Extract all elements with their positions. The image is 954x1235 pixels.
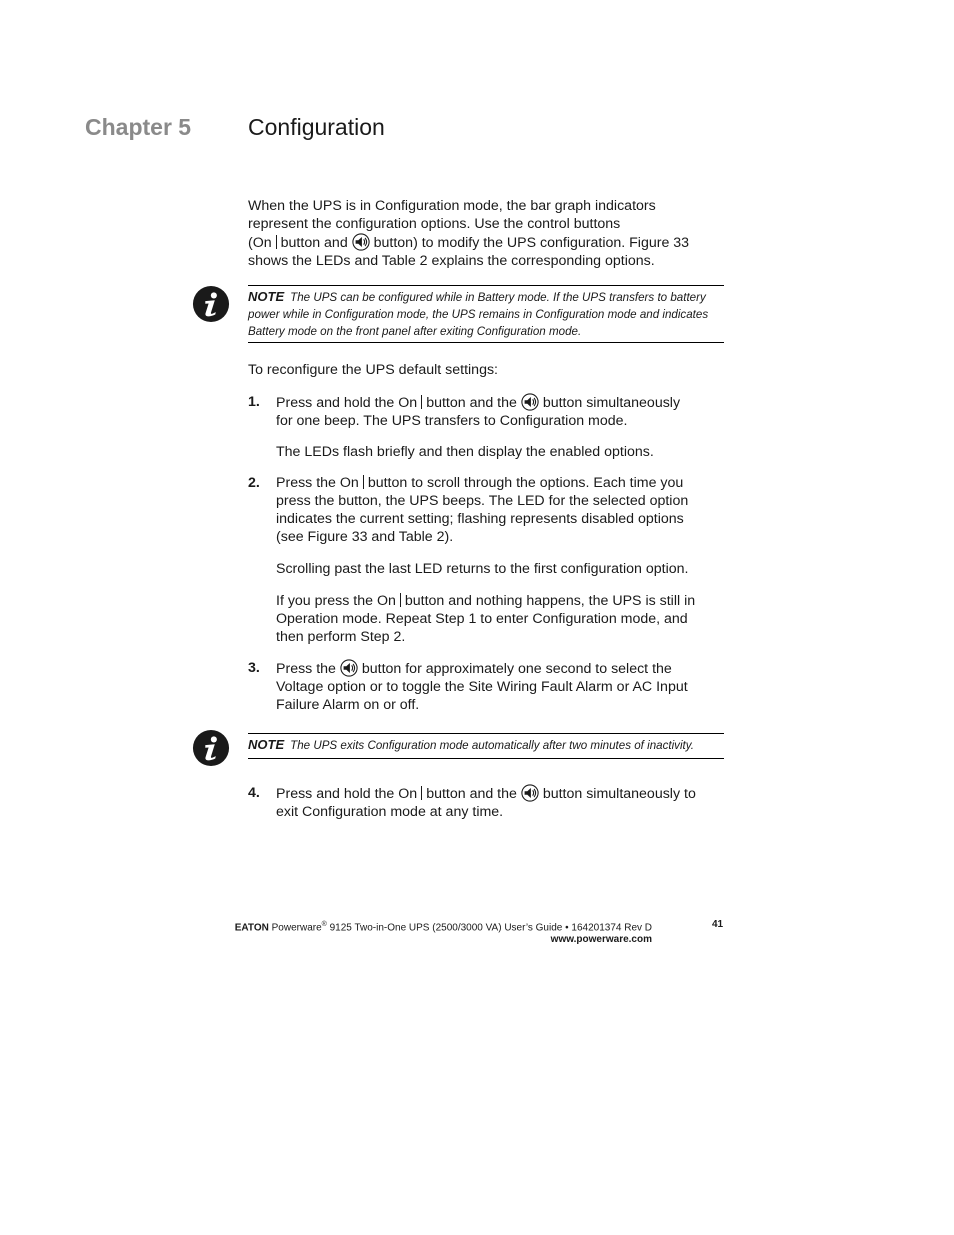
- note-line: Battery mode on the front panel after exiting Configuration mode.: [248, 325, 582, 338]
- note-label: NOTE: [248, 737, 285, 752]
- step-text-part: button and nothing happens, the UPS is still in: [404, 593, 696, 609]
- intro-paragraph: [248, 197, 728, 270]
- step-line: Voltage option or to toggle the Site Wiring Fault Alarm or AC Input: [276, 679, 688, 695]
- step-line: (see Figure 33 and Table 2).: [276, 529, 454, 545]
- intro-text: button) to modify the UPS configuration. Figure 33: [373, 235, 690, 251]
- step-text-part: Press and hold the On: [276, 395, 418, 411]
- step-text-part: Press the On: [276, 475, 359, 491]
- step-number: 2.: [248, 475, 260, 491]
- intro-line: [248, 233, 728, 252]
- on-button-symbol: [276, 235, 277, 249]
- footer-reg: ®: [321, 921, 327, 928]
- info-icon: [192, 285, 230, 323]
- step-4: [248, 784, 728, 824]
- step-text-part: button and the: [426, 786, 517, 802]
- page-number: 41: [712, 919, 724, 930]
- step-text-part: button to scroll through the options. Each time you: [367, 475, 684, 491]
- reconfig-intro: To reconfigure the UPS default settings:: [248, 362, 498, 378]
- on-button-symbol: [421, 786, 422, 800]
- step-sub-paragraph: Scrolling past the last LED returns to the first configuration option.: [276, 561, 689, 577]
- step-text-part: button simultaneously to: [542, 786, 696, 802]
- step-text: [276, 474, 726, 646]
- step-line: [276, 784, 726, 803]
- step-text-part: button and the: [426, 395, 517, 411]
- step-1: [248, 393, 728, 460]
- step-text-part: button simultaneously: [542, 395, 681, 411]
- intro-line: represent the configuration options. Use the control buttons: [248, 216, 621, 232]
- speaker-icon: [352, 233, 370, 251]
- info-icon: [192, 729, 230, 767]
- step-line: then perform Step 2.: [276, 629, 406, 645]
- step-text-part: If you press the On: [276, 593, 396, 609]
- speaker-icon: [340, 659, 358, 677]
- step-line: [276, 592, 726, 610]
- step-line: exit Configuration mode at any time.: [276, 804, 504, 820]
- note-text: The UPS can be configured while in Battery mode. If the UPS transfers to battery: [290, 291, 706, 304]
- note-box: [248, 733, 724, 759]
- step-text-part: button for approximately one second to select the: [361, 661, 672, 677]
- step-2: [248, 474, 728, 644]
- footer: [207, 919, 652, 946]
- note-label: NOTE: [248, 289, 285, 304]
- speaker-icon: [521, 784, 539, 802]
- step-sub-paragraph: The LEDs flash briefly and then display the enabled options.: [276, 444, 654, 460]
- footer-url[interactable]: www.powerware.com: [550, 934, 652, 946]
- step-number: 3.: [248, 660, 260, 676]
- chapter-label: Chapter 5: [85, 114, 192, 140]
- step-line: press the button, the UPS beeps. The LED for the selected option: [276, 493, 689, 509]
- step-text: [276, 659, 726, 714]
- chapter-title: Configuration: [248, 114, 385, 140]
- step-line: indicates the current setting; flashing represents disabled options: [276, 511, 684, 527]
- step-line: [276, 659, 726, 678]
- note-text: The UPS exits Configuration mode automatically after two minutes of inactivity.: [290, 739, 694, 752]
- speaker-icon: [521, 393, 539, 411]
- step-number: 1.: [248, 394, 260, 410]
- step-text: [276, 393, 726, 461]
- on-button-symbol: [421, 395, 422, 409]
- step-text-part: Press and hold the On: [276, 786, 418, 802]
- intro-text: (On: [248, 235, 272, 251]
- step-line: Failure Alarm on or off.: [276, 697, 420, 713]
- note-line: [248, 288, 724, 306]
- intro-line: When the UPS is in Configuration mode, the bar graph indicators: [248, 198, 656, 214]
- step-line: for one beep. The UPS transfers to Configuration mode.: [276, 413, 628, 429]
- step-sub-paragraph: [276, 592, 726, 646]
- note-box: [248, 285, 724, 343]
- footer-brand: EATON: [234, 922, 269, 934]
- step-number: 4.: [248, 785, 260, 801]
- step-line: [276, 393, 726, 412]
- step-text: [276, 784, 726, 821]
- note-line: power while in Configuration mode, the UPS remains in Configuration mode and indicates: [248, 308, 709, 321]
- step-3: [248, 659, 728, 719]
- step-text-part: Press the: [276, 661, 336, 677]
- step-line: Operation mode. Repeat Step 1 to enter Configuration mode, and: [276, 611, 688, 627]
- on-button-symbol: [400, 593, 401, 607]
- footer-product: Powerware: [271, 922, 322, 934]
- on-button-symbol: [363, 475, 364, 489]
- intro-line: shows the LEDs and Table 2 explains the corresponding options.: [248, 253, 655, 269]
- intro-text: button and: [280, 235, 348, 251]
- footer-text: 9125 Two-in-One UPS (2500/3000 VA) User’s Guide • 164201374 Rev D: [326, 922, 652, 934]
- step-line: [276, 474, 726, 492]
